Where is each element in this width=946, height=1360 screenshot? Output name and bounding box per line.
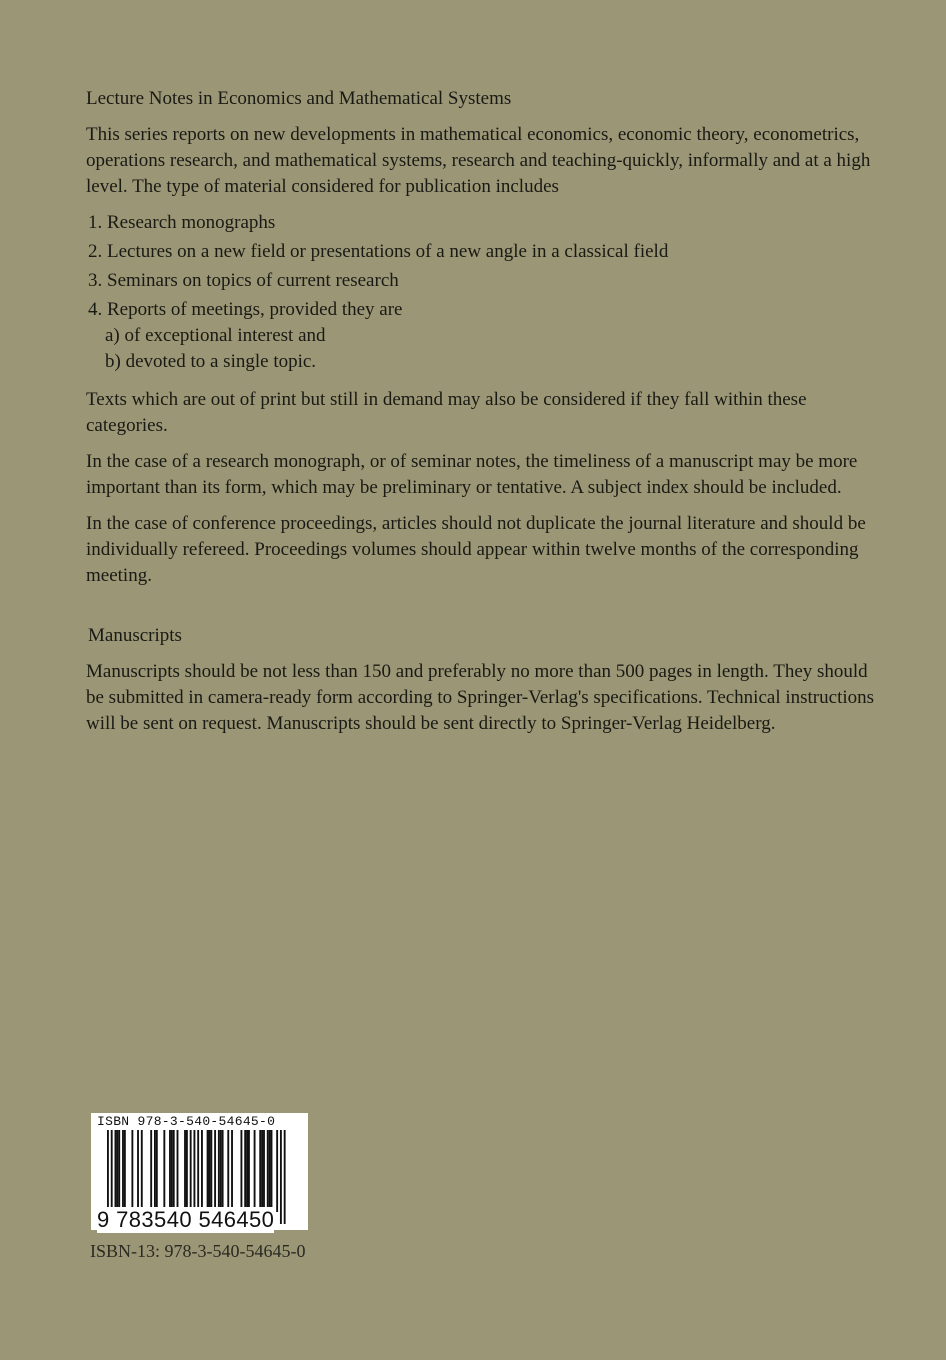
barcode-bar: [271, 1130, 273, 1212]
barcode-bar: [267, 1130, 269, 1212]
barcode-bar: [169, 1130, 171, 1212]
barcode-bar: [261, 1130, 263, 1212]
barcode-bar: [231, 1130, 233, 1212]
manuscripts-heading: Manuscripts: [88, 625, 182, 646]
barcode-bar: [263, 1130, 265, 1212]
barcode-bar: [137, 1130, 139, 1212]
barcode-bar: [190, 1130, 192, 1212]
list-item: 2. Lectures on a new field or presentations of a new angle in a classical field: [88, 241, 669, 262]
intro-paragraph: This series reports on new developments in mathematical economics, economic theory, econometrics, operations research, and mathematical systems, research and teaching-quickly, informally and at a high level. The type of material considered for publication includes: [86, 124, 871, 197]
barcode-bar: [156, 1130, 158, 1212]
series-title: Lecture Notes in Economics and Mathematical Systems: [86, 88, 512, 109]
barcode-bar: [186, 1130, 188, 1212]
barcode-bar: [207, 1130, 209, 1212]
sub-list-item: b) devoted to a single topic.: [105, 351, 317, 372]
isbn-barcode: [91, 1113, 308, 1230]
cover-text-block: [86, 88, 886, 747]
manuscripts-paragraph: Manuscripts should be not less than 150 and preferably no more than 500 pages in length. They should be submitted in camera-ready form according to Springer-Verlag's specifications. Technical instructions will be sent on request. Manuscripts should be sent directly to Springer-Verlag Heidelberg.: [86, 661, 875, 734]
barcode-bar: [244, 1130, 246, 1212]
barcode-bar: [240, 1130, 242, 1212]
barcode-bar: [276, 1130, 278, 1212]
barcode-bar: [280, 1130, 282, 1224]
barcode-bar: [214, 1130, 216, 1212]
barcode-bar: [122, 1130, 124, 1212]
barcode-isbn-label: ISBN 978-3-540-54645-0: [97, 1114, 276, 1129]
barcode-bar: [209, 1130, 211, 1212]
barcode-bar: [269, 1130, 271, 1212]
list-item: [88, 297, 886, 375]
conference-paragraph: In the case of conference proceedings, articles should not duplicate the journal literature and should be individually refereed. Proceedings volumes should appear within twelve months of the corresponding meeting.: [86, 513, 866, 586]
barcode-bar: [171, 1130, 173, 1212]
list-item: 3. Seminars on topics of current research: [88, 270, 399, 291]
meeting-conditions-list: [88, 323, 886, 375]
sub-list-item: a) of exceptional interest and: [105, 325, 326, 346]
monograph-paragraph: In the case of a research monograph, or of seminar notes, the timeliness of a manuscript may be more important than its form, which may be preliminary or tentative. A subject index should be included.: [86, 451, 858, 498]
barcode-bar: [201, 1130, 203, 1212]
material-types-list: [88, 210, 886, 375]
barcode-bar: [141, 1130, 143, 1212]
barcode-bar: [184, 1130, 186, 1212]
barcode-bar: [118, 1130, 120, 1212]
barcode-bar: [177, 1130, 179, 1212]
barcode-bar: [246, 1130, 248, 1212]
isbn-13-text: ISBN-13: 978-3-540-54645-0: [90, 1241, 306, 1261]
barcode-bar: [116, 1130, 118, 1212]
barcode-bar: [227, 1130, 229, 1212]
barcode-digits: 9 783540 546450: [97, 1207, 275, 1232]
list-item-label: 4. Reports of meetings, provided they are: [88, 299, 403, 320]
barcode-bar: [154, 1130, 156, 1212]
barcode-bar: [210, 1130, 212, 1212]
barcode-bar: [284, 1130, 286, 1224]
out-of-print-paragraph: Texts which are out of print but still in demand may also be considered if they fall within these categories.: [86, 389, 807, 436]
barcode-bar: [220, 1130, 222, 1212]
barcode-bar: [163, 1130, 165, 1212]
barcode-bar: [173, 1130, 175, 1212]
barcode-bar: [218, 1130, 220, 1212]
list-item: 1. Research monographs: [88, 212, 276, 233]
barcode-bar: [259, 1130, 261, 1212]
barcode-bar: [150, 1130, 152, 1212]
barcode-bar: [115, 1130, 117, 1212]
barcode-bar: [248, 1130, 250, 1212]
barcode-bar: [124, 1130, 126, 1212]
barcode-bar: [222, 1130, 224, 1212]
barcode-bar: [131, 1130, 133, 1212]
barcode-bar: [254, 1130, 256, 1212]
